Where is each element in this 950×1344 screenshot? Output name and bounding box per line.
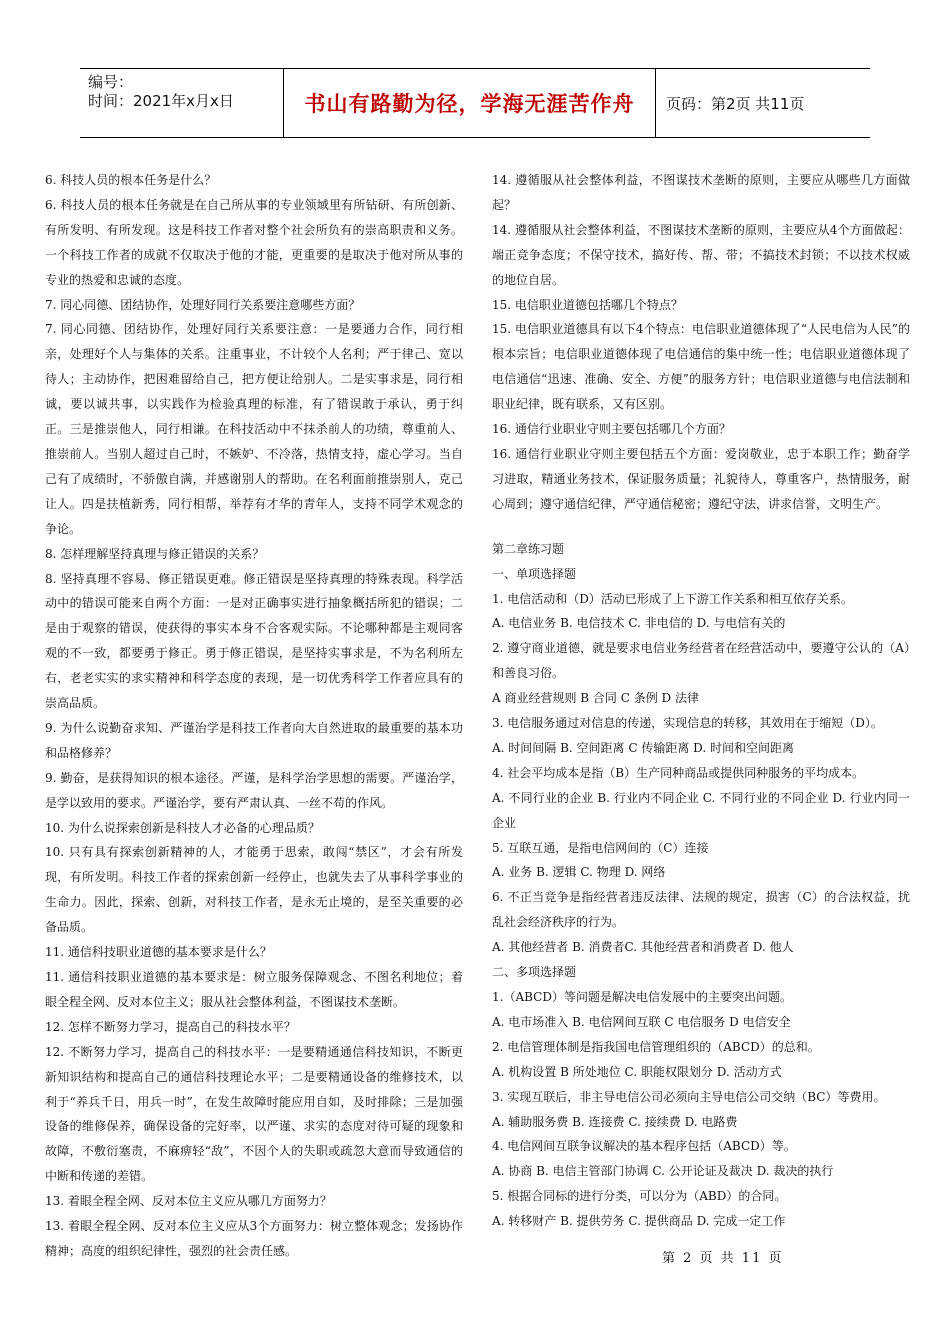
question: 4. 电信网间互联争议解决的基本程序包括（ABCD）等。 <box>492 1139 796 1154</box>
answer-options: A. 机构设置 B 所处地位 C. 职能权限划分 D. 活动方式 <box>492 1064 782 1079</box>
header-page-cell <box>656 69 870 137</box>
question: 1. 电信活动和（D）活动已形成了上下游工作关系和相互依存关系。 <box>492 591 853 606</box>
answer-options: A. 协商 B. 电信主管部门协调 C. 公开论证及裁决 D. 裁决的执行 <box>492 1164 834 1179</box>
paragraph: 11. 通信科技职业道德的基本要求是什么？ <box>45 945 272 960</box>
paragraph: 13. 着眼全程全网、反对本位主义应从哪几方面努力？ <box>45 1194 332 1209</box>
paragraph: 16. 通信行业职业守则主要包括哪几个方面？ <box>492 422 731 437</box>
answer-options: A. 电信业务 B. 电信技术 C. 非电信的 D. 与电信有关的 <box>492 616 786 631</box>
question: 3. 电信服务通过对信息的传递，实现信息的转移，其效用在于缩短（D）。 <box>492 716 883 731</box>
paragraph: 10. 只有具有探索创新精神的人，才能勇于思索，敢闯“禁区”，才会有所发现，有所发明。科技工作者的探索创新一经停止，也就失去了从事科学事业的生命力。因此，探索、创新，对科技工作者，是永无止境的，是至关重要的必备品质。 <box>45 845 463 935</box>
answer-options: A. 辅助服务费 B. 连接费 C. 接续费 D. 电路费 <box>492 1114 738 1129</box>
right-column <box>492 168 910 1234</box>
paragraph: 12. 不断努力学习，提高自己的科技水平：一是要精通通信科技知识，不断更新知识结构和提高自己的通信科技理论水平；二是要精通设备的维修技术，以利于“养兵千日，用兵一时”，在发生故障时能应用自如，及时排除；三是加强设备的维修保养，确保设备的完好率，以严谨、求实的态度对待可疑的现象和故障，不敷衍塞责，不麻痹轻“敌”，不因个人的失职或疏忽大意而导致通信的中断和传递的差错。 <box>45 1044 463 1184</box>
paragraph: 14. 遵循服从社会整体利益，不图谋技术垄断的原则，主要应从4个方面做起：端正竞争态度；不保守技术，搞好传、帮、带；不搞技术封锁；不以技术权威的地位自居。 <box>492 222 910 287</box>
document-time-label: 时间：2021年x月x日 <box>88 92 234 110</box>
question: 5. 根据合同标的进行分类，可以分为（ABD）的合同。 <box>492 1189 787 1204</box>
answer-options: A. 时间间隔 B. 空间距离 C 传输距离 D. 时间和空间距离 <box>492 740 795 755</box>
question: 1.（ABCD）等问题是解决电信发展中的主要突出问题。 <box>492 990 792 1004</box>
answer-options: A. 不同行业的企业 B. 行业内不同企业 C. 不同行业的不同企业 D. 行业内同一企业 <box>492 790 910 830</box>
paragraph: 9. 为什么说勤奋求知、严谨治学是科技工作者向大自然进取的最重要的基本功和品格修养？ <box>45 720 463 760</box>
paragraph: 6. 科技人员的根本任务是什么？ <box>45 173 217 187</box>
left-column <box>45 168 463 1264</box>
document-number-label: 编号： <box>88 73 134 91</box>
paragraph: 8. 坚持真理不容易、修正错误更难。修正错误是坚持真理的特殊表现。科学活动中的错误可能来自两个方面：一是对正确事实进行抽象概括所犯的错误；二是由于观察的错误，使获得的事实本身不合客观实际。不论哪种都是主观同客观的不一致，都要勇于修正。勇于修正错误，是坚持实事求是，不为名利所左右，老老实实的求实精神和科学态度的表现，是一切优秀科学工作者应具有的崇高品质。 <box>45 571 463 711</box>
paragraph: 16. 通信行业职业守则主要包括五个方面：爱岗敬业，忠于本职工作；勤奋学习进取，精通业务技术，保证服务质量；礼貌待人，尊重客户，热情服务，耐心周到；遵守通信纪律，严守通信秘密；遵纪守法，讲求信誉，文明生产。 <box>492 446 910 511</box>
answer-options: A. 电市场准入 B. 电信网间互联 C 电信服务 D 电信安全 <box>492 1014 791 1029</box>
question: 2. 电信管理体制是指我国电信管理组织的（ABCD）的总和。 <box>492 1039 820 1054</box>
section-heading: 一、单项选择题 <box>492 566 577 581</box>
page-header <box>80 68 870 138</box>
paragraph: 9. 勤奋，是获得知识的根本途径。严谨，是科学治学思想的需要。严谨治学，是学以致用的要求。严谨治学，要有严肃认真、一丝不苟的作风。 <box>45 770 463 810</box>
answer-options: A 商业经营规则 B 合同 C 条例 D 法律 <box>492 691 699 706</box>
paragraph: 12. 怎样不断努力学习，提高自己的科技水平？ <box>45 1019 296 1034</box>
answer-options: A. 其他经营者 B. 消费者C. 其他经营者和消费者 D. 他人 <box>492 940 794 955</box>
header-page-number: 页码：第2页 共11页 <box>666 94 805 113</box>
paragraph: 13. 着眼全程全网、反对本位主义应从3个方面努力：树立整体观念；发扬协作精神；高度的组织纪律性，强烈的社会责任感。 <box>45 1219 463 1258</box>
page-footer: 第 2 页 共 11 页 <box>662 1251 784 1266</box>
paragraph: 7. 同心同德、团结协作，处理好同行关系要注意哪些方面？ <box>45 297 361 312</box>
question: 6. 不正当竞争是指经营者违反法律、法规的规定，损害（C）的合法权益，扰乱社会经济秩序的行为。 <box>492 890 910 930</box>
paragraph: 10. 为什么说探索创新是科技人才必备的心理品质？ <box>45 820 320 835</box>
question: 5. 互联互通，是指电信网间的（C）连接 <box>492 840 709 855</box>
paragraph: 15. 电信职业道德包括哪几个特点？ <box>492 297 683 312</box>
paragraph: 11. 通信科技职业道德的基本要求是：树立服务保障观念、不图名利地位；着眼全程全网、反对本位主义；服从社会整体利益，不图谋技术垄断。 <box>45 970 463 1009</box>
header-meta <box>80 69 283 137</box>
header-motto-cell <box>283 69 656 137</box>
paragraph: 6. 科技人员的根本任务就是在自己所从事的专业领域里有所钻研、有所创新、有所发明、有所发现。这是科技工作者对整个社会所负有的崇高职责和义务。一个科技工作者的成就不仅取决于他的才能，更重要的是取决于他对所从事的专业的热爱和忠诚的态度。 <box>45 197 463 287</box>
paragraph: 7. 同心同德、团结协作，处理好同行关系要注意：一是要通力合作，同行相亲，处理好个人与集体的关系。注重事业，不计较个人名利；严于律己、宽以待人；主动协作，把困难留给自己，把方便让给别人。二是实事求是，同行相诚，要以诚共事，以实践作为检验真理的标准，有了错误敢于承认，勇于纠正。三是推崇他人，同行相谦。在科技活动中不抹杀前人的功绩，尊重前人、推崇前人。当别人超过自己时，不嫉妒、不冷落，热情支持，虚心学习。当自己有了成绩时，不骄傲自满，并感谢别人的帮助。在名利面前推崇别人，克己让人。四是扶植新秀，同行相帮，举荐有才华的青年人，支持不同学术观念的争论。 <box>45 322 463 536</box>
answer-options: A. 业务 B. 逻辑 C. 物理 D. 网络 <box>492 865 666 880</box>
section-heading: 二、多项选择题 <box>492 965 577 980</box>
header-motto: 书山有路勤为径，学海无涯苦作舟 <box>304 91 635 116</box>
paragraph: 15. 电信职业道德具有以下4个特点：电信职业道德体现了“人民电信为人民”的根本宗旨；电信职业道德体现了电信通信的集中统一性；电信职业道德体现了电信通信“迅速、准确、安全、方便”的服务方针；电信职业道德与电信法制和职业纪律，既有联系，又有区别。 <box>492 322 910 412</box>
question: 4. 社会平均成本是指（B）生产同种商品或提供同种服务的平均成本。 <box>492 765 865 780</box>
paragraph: 8. 怎样理解坚持真理与修正错误的关系？ <box>45 546 265 561</box>
paragraph: 14. 遵循服从社会整体利益，不图谋技术垄断的原则，主要应从哪些几方面做起？ <box>492 173 910 212</box>
answer-options: A. 转移财产 B. 提供劳务 C. 提供商品 D. 完成一定工作 <box>492 1214 786 1229</box>
question: 2. 遵守商业道德，就是要求电信业务经营者在经营活动中，要遵守公认的（A）和善良习俗。 <box>492 641 910 681</box>
chapter-heading: 第二章练习题 <box>492 541 565 556</box>
question: 3. 实现互联后，非主导电信公司必须向主导电信公司交纳（BC）等费用。 <box>492 1089 886 1104</box>
